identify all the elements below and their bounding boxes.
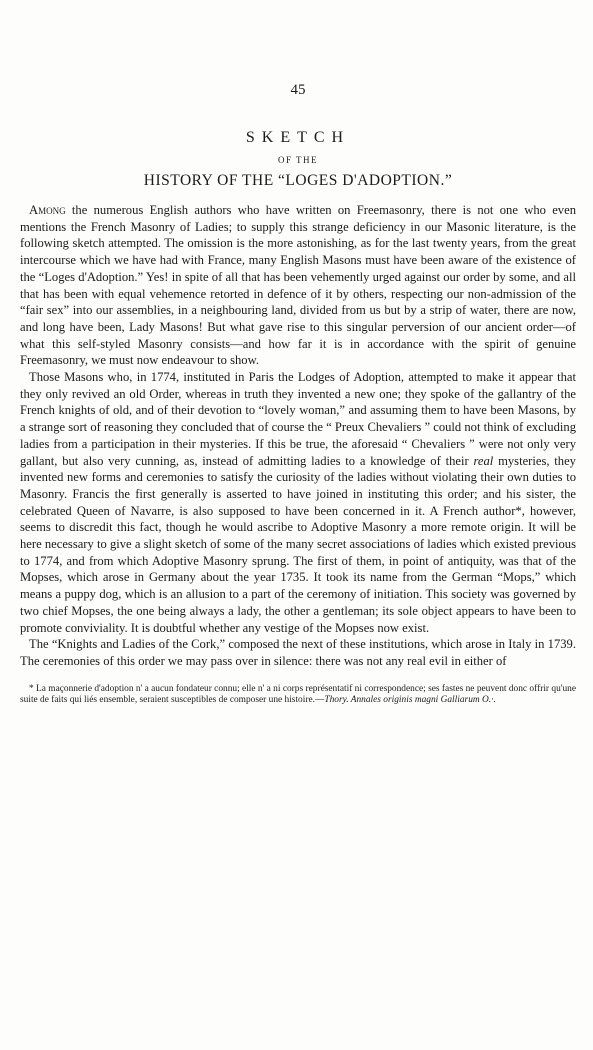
page-number: 45 — [290, 82, 306, 98]
paragraph-2-text-a: Those Masons who, in 1774, instituted in Paris the Lodges of Adoption, attempted to make it appear that they only revived an old Order, whereas in truth they invented a new one; they spoke of the gallantry of the French knights of old, and of their devotion to “lovely woman,” and assuming them to have been Masons, by a strange sort of reasoning they concluded that of course the “ Preux Chevaliers ” could not think of excluding ladies from a participation in their mysteries. If this be true, the aforesaid “ Chevaliers ” were not only very gallant, but also very cunning, as, instead of admitting ladies to a knowledge of their — [20, 370, 576, 468]
book-page — [20, 82, 576, 707]
paragraph-2-italic: real — [473, 453, 494, 468]
footnote-text: * La maçonnerie d'adoption n' a aucun fondateur connu; elle n' a ni corps représentatif ni correspondence; ses fastes ne peuvent donc offrir qu'une suite de faits qui liés ensemble, seraient susceptibles de composer une histoire.— — [20, 683, 576, 706]
article-body — [20, 202, 576, 670]
footnote — [20, 684, 576, 707]
title-connector: OF THE — [277, 155, 319, 165]
paragraph-lead-word: Among — [29, 203, 66, 217]
footnote-citation: Thory. Annales originis magni Galliarum O.·. — [324, 695, 496, 706]
paragraph-3-text: The “Knights and Ladies of the Cork,” composed the next of these institutions, which arose in Italy in 1739. The ceremonies of this order we may pass over in silence: there was not any real evil in either of — [20, 637, 576, 668]
paragraph-1 — [20, 202, 576, 369]
page-subtitle: HISTORY OF THE “LOGES D'ADOPTION.” — [143, 172, 453, 189]
paragraph-2-text-b: mysteries, they invented new forms and ceremonies to satisfy the curiosity of the ladies without violating their own duties to Masonry. Francis the first generally is asserted to have joined in instituting this order; and his sister, the celebrated Queen of Navarre, is also supposed to have been concerned in it. A French author*, however, seems to discredit this fact, though he would ascribe to Adoptive Masonry a more remote origin. It will be here necessary to give a slight sketch of some of the many secret associations of ladies which existed previous to 1774, and from which Adoptive Masonry sprung. The first of them, in point of antiquity, was that of the Mopses, which arose in Germany about the year 1735. It took its name from the German “Mops,” which means a puppy dog, which is an allusion to a part of the ceremony of initiation. This society was governed by two chief Mopses, the one being always a lady, the other a gentleman; its sole object appears to have been to promote conviviality. It is doubtful whether any vestige of the Mopses now exist. — [20, 453, 576, 635]
paragraph-1-text: the numerous English authors who have written on Freemasonry, there is not one who even mentions the French Masonry of Ladies; to supply this strange deficiency in our Masonic literature, is the following sketch attempted. The omission is the more astonishing, as for the last twenty years, from the great intercourse which we have had with France, many English Masons must have been aware of the existence of the “Loges d'Adoption.” Yes! in spite of all that has been vehemently urged against our order by some, and all that has been with equal vehemence retorted in defence of it by others, respecting our non-admission of the “fair sex” into our assemblies, in a neighbouring land, divided from us but by a strip of water, there are now, and long have been, Lady Masons! But what gave rise to this singular perversion of our ancient order—of what this self-styled Masonry consists—and how far it is in accordance with the spirit of genuine Freemasonry, we must now endeavour to show. — [20, 203, 576, 368]
page-title: SKETCH — [245, 129, 351, 146]
paragraph-2 — [20, 369, 576, 636]
paragraph-3 — [20, 636, 576, 669]
